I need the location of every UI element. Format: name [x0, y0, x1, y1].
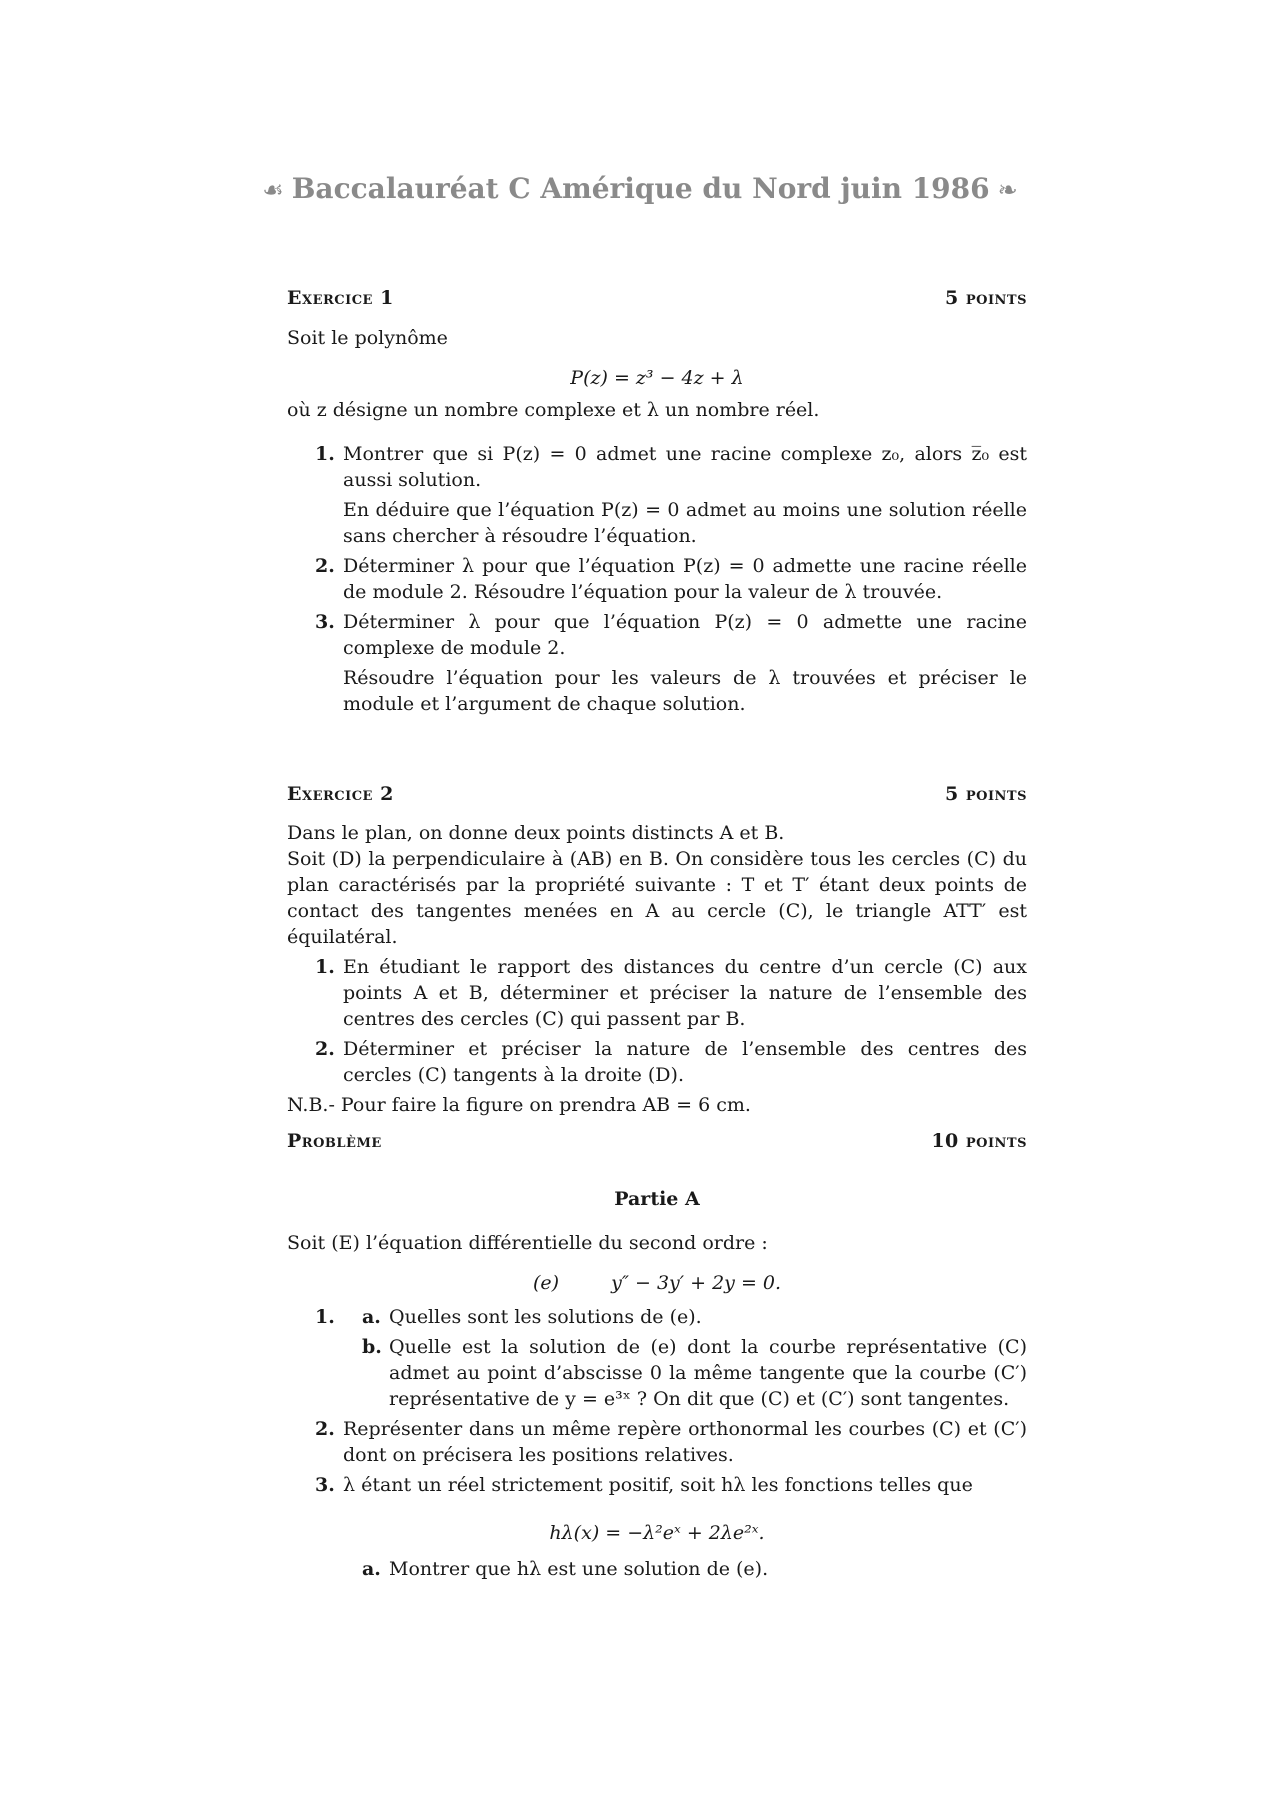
- prob-item-3: [287, 1472, 1027, 1498]
- sub-item-letter: a.: [362, 1558, 381, 1580]
- equation-label: (e): [532, 1272, 560, 1294]
- item-text: Quelles sont les solutions de (e).: [389, 1306, 702, 1328]
- sub-item-letter: a.: [362, 1306, 381, 1328]
- prob-intro: Soit (E) l’équation différentielle du second ordre :: [287, 1232, 768, 1254]
- prob-heading: Problème: [287, 1130, 382, 1152]
- item-number: 1.: [315, 956, 335, 978]
- ex1-item-2: [287, 553, 1027, 605]
- ex2-header: [287, 783, 1027, 807]
- prob-item-3a: [287, 1556, 1027, 1582]
- prob-body: [287, 1186, 1027, 1582]
- ex1-body: [287, 325, 1027, 717]
- ex2-item-2: [287, 1036, 1027, 1088]
- item-number: 3.: [315, 1474, 335, 1496]
- prob-equation: [287, 1270, 1027, 1296]
- prob-item-1b: [287, 1334, 1027, 1412]
- item-number: 2.: [315, 1038, 335, 1060]
- item-text: Montrer que hλ est une solution de (e).: [389, 1558, 769, 1580]
- ex1-item-3: [287, 609, 1027, 717]
- item-text: Déterminer et préciser la nature de l’ensemble des centres des cercles (C) tangents à la droite (D).: [343, 1038, 1027, 1086]
- part-title: Partie A: [614, 1188, 700, 1210]
- ex2-item-1: [287, 954, 1027, 1032]
- item-number: 1.: [315, 1306, 335, 1328]
- item-text: Déterminer λ pour que l’équation P(z) = 0 admette une racine complexe de module 2.: [343, 611, 1027, 659]
- ornament-right-icon: ❧: [997, 176, 1018, 204]
- ex1-points: 5 points: [945, 287, 1027, 309]
- equation-text: y″ − 3y′ + 2y = 0.: [611, 1272, 782, 1294]
- item-number: 2.: [315, 555, 335, 577]
- item-text: Représenter dans un même repère orthonormal les courbes (C) et (C′) dont on précisera les positions relatives.: [343, 1418, 1027, 1466]
- item-number: 1.: [315, 443, 335, 465]
- item-text: Montrer que si P(z) = 0 admet une racine complexe z₀, alors z̅₀ est aussi solution.: [343, 443, 1027, 491]
- item-text: λ étant un réel strictement positif, soit hλ les fonctions telles que: [343, 1474, 973, 1496]
- ex2-paragraph-1: Dans le plan, on donne deux points distincts A et B.: [287, 822, 785, 844]
- prob-item-2: [287, 1416, 1027, 1468]
- ex1-intro: Soit le polynôme: [287, 327, 448, 349]
- ex2-paragraph-2: Soit (D) la perpendiculaire à (AB) en B. On considère tous les cercles (C) du plan caractérisés par la propriété suivante : T et T′ étant deux points de contact des tangentes menées en A au cercle (C), le triangle ATT′ est équilatéral.: [287, 848, 1027, 948]
- ex2-heading: Exercice 2: [287, 783, 394, 805]
- item-text: Quelle est la solution de (e) dont la courbe représentative (C) admet au point d’abscisse 0 la même tangente que la courbe (C′) représentative de y = e³ˣ ? On dit que (C) et (C′) sont tangentes.: [389, 1336, 1027, 1410]
- item-number: 3.: [315, 611, 335, 633]
- item-text: En étudiant le rapport des distances du centre d’un cercle (C) aux points A et B, déterminer et préciser la nature de l’ensemble des centres des cercles (C) qui passent par B.: [343, 956, 1027, 1030]
- page-title: [0, 172, 1280, 205]
- ex1-header: [287, 287, 1027, 311]
- prob-points: 10 points: [931, 1130, 1027, 1152]
- item-text: Déterminer λ pour que l’équation P(z) = 0 admette une racine réelle de module 2. Résoudre l’équation pour la valeur de λ trouvée.: [343, 555, 1027, 603]
- sub-item-letter: b.: [362, 1336, 382, 1358]
- prob-item-1a: [287, 1304, 1027, 1330]
- ornament-left-icon: ☙: [262, 176, 284, 204]
- title-text: Baccalauréat C Amérique du Nord juin 1986: [291, 172, 990, 205]
- item-number: 2.: [315, 1418, 335, 1440]
- ex1-heading: Exercice 1: [287, 287, 394, 309]
- item-text: En déduire que l’équation P(z) = 0 admet au moins une solution réelle sans chercher à résoudre l’équation.: [343, 499, 1027, 547]
- item-text: Résoudre l’équation pour les valeurs de λ trouvées et préciser le module et l’argument de chaque solution.: [343, 667, 1027, 715]
- ex1-formula: P(z) = z³ − 4z + λ: [570, 367, 744, 389]
- ex1-item-1: [287, 441, 1027, 549]
- prob-formula-3: hλ(x) = −λ²eˣ + 2λe²ˣ.: [549, 1522, 765, 1544]
- ex1-where: où z désigne un nombre complexe et λ un nombre réel.: [287, 399, 820, 421]
- prob-header: [287, 1130, 1027, 1154]
- ex2-points: 5 points: [945, 783, 1027, 805]
- ex2-body: [287, 820, 1027, 1118]
- ex2-nb: N.B.- Pour faire la figure on prendra AB = 6 cm.: [287, 1094, 751, 1116]
